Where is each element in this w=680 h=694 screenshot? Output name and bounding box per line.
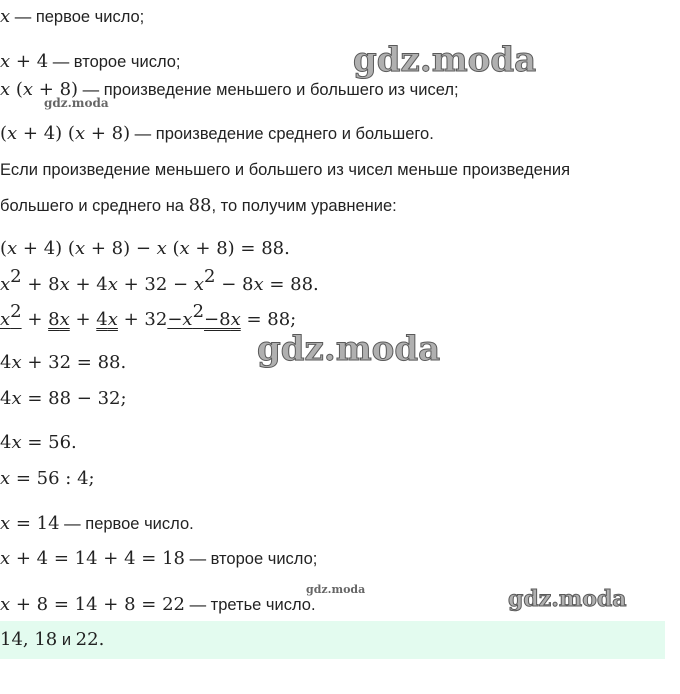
- exponent: 2: [10, 301, 22, 322]
- line-product-middle-larger: [0, 123, 434, 145]
- watermark-top: gdz.moda: [353, 40, 537, 80]
- answer-line: [0, 629, 104, 651]
- text: большего и среднего на: [0, 197, 189, 215]
- double-underline-group: [96, 311, 118, 329]
- watermark-small-top: gdz.moda: [44, 96, 109, 110]
- var-x: x: [59, 274, 70, 295]
- equation-2: [0, 266, 319, 296]
- part: = 88 − 32;: [21, 388, 127, 409]
- result-third-number: [0, 594, 316, 616]
- var-x: x: [182, 309, 193, 330]
- var-x: x: [0, 309, 11, 330]
- var-x: x: [230, 309, 241, 330]
- var-x: x: [11, 432, 22, 453]
- part: + 8: [21, 274, 60, 295]
- text: — первое число;: [10, 8, 145, 26]
- watermark-small-bottom: gdz.moda: [306, 583, 366, 596]
- op: + 8): [85, 123, 131, 144]
- equation-5: [0, 388, 127, 410]
- var-x: x: [0, 594, 11, 615]
- text: — третье число.: [184, 596, 316, 614]
- text: — второе число;: [48, 53, 181, 71]
- text: и: [57, 631, 76, 649]
- num: 8: [59, 79, 72, 100]
- part: + 4: [69, 274, 108, 295]
- part: 8: [48, 309, 60, 330]
- exponent: 2: [192, 301, 205, 322]
- var-x: x: [0, 468, 11, 489]
- part: (: [166, 238, 180, 259]
- part: +: [69, 309, 97, 330]
- part: + 32: [117, 309, 168, 330]
- var-x: x: [179, 238, 190, 259]
- var-x: x: [107, 274, 118, 295]
- var-x: x: [253, 274, 264, 295]
- part: = 56.: [21, 432, 77, 453]
- text: — второе число;: [184, 550, 318, 568]
- var-x: x: [11, 352, 22, 373]
- paren: (: [0, 123, 8, 144]
- paren: ): [71, 79, 79, 100]
- part: + 4) (: [17, 238, 75, 259]
- op: +: [33, 79, 60, 100]
- text: — первое число.: [59, 515, 194, 533]
- var-x: x: [11, 388, 22, 409]
- part: .: [98, 629, 105, 650]
- text: , то получим уравнение:: [211, 197, 397, 215]
- num: 4: [0, 352, 12, 373]
- part: −8: [204, 309, 231, 330]
- var-x: x: [7, 123, 18, 144]
- underline-group: [167, 301, 205, 330]
- paren: (: [10, 79, 23, 100]
- num: 4: [36, 51, 49, 72]
- num: 4: [0, 388, 12, 409]
- text: — произведение меньшего и большего из чисел;: [78, 81, 459, 99]
- equation-3-underlined: [0, 301, 297, 331]
- part: + 4 = 14 + 4 = 18: [10, 548, 185, 569]
- line-first-number: [0, 6, 144, 28]
- part: + 8) = 88.: [189, 238, 290, 259]
- var-x: x: [156, 238, 167, 259]
- var-x: x: [0, 274, 11, 295]
- double-underline-group: [48, 311, 70, 329]
- var-x: x: [22, 79, 34, 100]
- var-x: x: [0, 51, 11, 72]
- underline-group: [0, 301, 22, 330]
- exponent: 2: [10, 266, 22, 287]
- text: Если произведение меньшего и большего из чисел меньше произведения: [0, 161, 571, 179]
- watermark-bottom: gdz.moda: [508, 586, 627, 612]
- var-x: x: [59, 309, 70, 330]
- var-x: x: [107, 309, 118, 330]
- var-x: x: [7, 238, 18, 259]
- part: + 32 = 88.: [21, 352, 127, 373]
- watermark-middle: gdz.moda: [257, 329, 441, 369]
- equation-1: [0, 238, 290, 260]
- num: 4: [0, 432, 12, 453]
- part: −: [167, 309, 183, 330]
- var-x: x: [0, 548, 11, 569]
- part: 4: [96, 309, 108, 330]
- exponent: 2: [204, 266, 216, 287]
- equation-7: [0, 468, 95, 490]
- part: = 14: [10, 513, 60, 534]
- result-first-number: [0, 513, 194, 535]
- equation-4: [0, 352, 126, 374]
- result-second-number: [0, 548, 317, 570]
- part: = 88;: [240, 309, 297, 330]
- line-condition-cont: [0, 195, 397, 217]
- var-x: x: [0, 6, 11, 27]
- part: (: [0, 238, 8, 259]
- var-x: x: [74, 123, 86, 144]
- line-second-number: [0, 51, 181, 73]
- var-x: x: [0, 79, 11, 100]
- op: + 4) (: [17, 123, 75, 144]
- double-underline-group: [204, 311, 241, 329]
- num: 14, 18: [0, 629, 58, 650]
- var-x: x: [193, 274, 205, 295]
- num: 22: [75, 629, 99, 650]
- part: = 88.: [263, 274, 319, 295]
- part: + 32 −: [117, 274, 194, 295]
- part: + 8 = 14 + 8 = 22: [10, 594, 185, 615]
- part: +: [21, 309, 49, 330]
- line-condition: [0, 159, 570, 181]
- equation-6: [0, 432, 77, 454]
- var-x: x: [0, 513, 11, 534]
- var-x: x: [74, 238, 86, 259]
- part: + 8) −: [85, 238, 157, 259]
- num: 88: [188, 195, 212, 216]
- op: +: [10, 51, 37, 72]
- part: = 56 : 4;: [10, 468, 95, 489]
- text: — произведение среднего и большего.: [130, 125, 434, 143]
- part: − 8: [215, 274, 254, 295]
